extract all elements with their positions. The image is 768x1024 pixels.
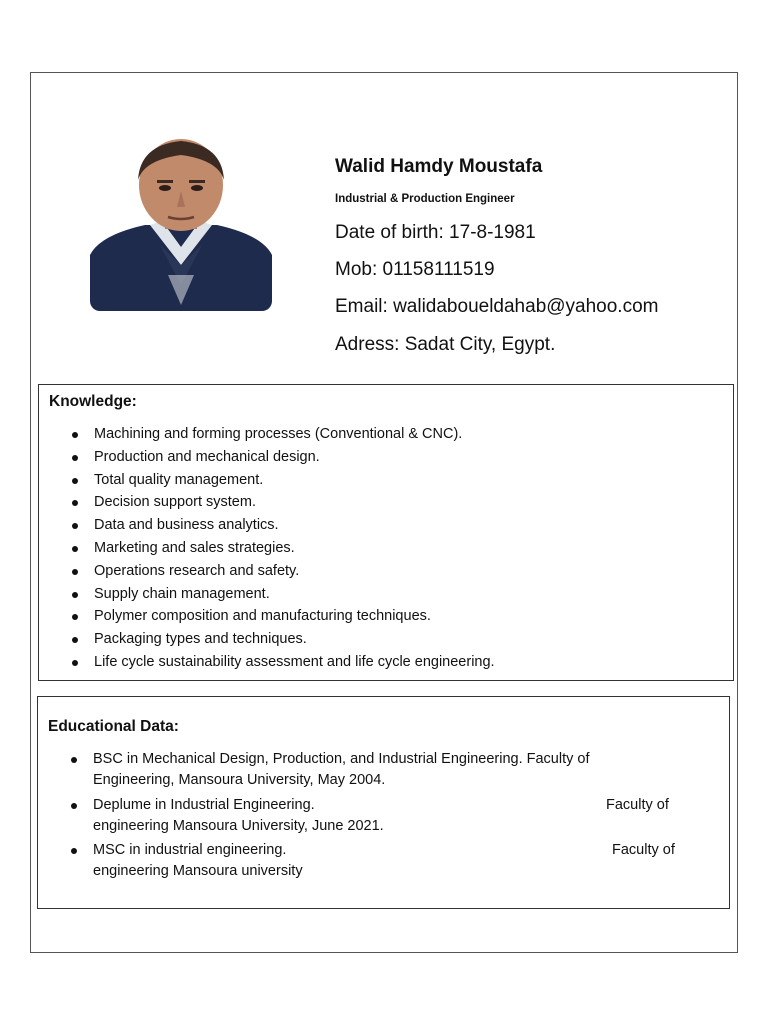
bullet-icon xyxy=(72,592,78,598)
list-item: Total quality management. xyxy=(39,469,495,492)
bullet-icon xyxy=(72,523,78,529)
list-item: Life cycle sustainability assessment and life cycle engineering. xyxy=(39,651,495,674)
list-item: Supply chain management. xyxy=(39,583,495,606)
list-item: Machining and forming processes (Conventional & CNC). xyxy=(39,423,495,446)
job-title: Industrial & Production Engineer xyxy=(335,193,515,205)
mobile-number: Mob: 01158111519 xyxy=(335,259,495,280)
list-item: Packaging types and techniques. xyxy=(39,628,495,651)
knowledge-heading: Knowledge: xyxy=(49,393,137,410)
bullet-icon xyxy=(71,757,77,763)
date-of-birth: Date of birth: 17-8-1981 xyxy=(335,222,536,243)
list-item: Data and business analytics. xyxy=(39,514,495,537)
bullet-icon xyxy=(72,500,78,506)
bullet-icon xyxy=(71,803,77,809)
list-item: Production and mechanical design. xyxy=(39,446,495,469)
bullet-icon xyxy=(72,546,78,552)
candidate-name: Walid Hamdy Moustafa xyxy=(335,156,543,177)
knowledge-list xyxy=(39,423,495,674)
profile-photo xyxy=(90,125,272,311)
list-item: Decision support system. xyxy=(39,491,495,514)
bullet-icon xyxy=(72,478,78,484)
list-item: Polymer composition and manufacturing techniques. xyxy=(39,605,495,628)
list-item: Operations research and safety. xyxy=(39,560,495,583)
bullet-icon xyxy=(72,569,78,575)
bullet-icon xyxy=(71,848,77,854)
bullet-icon xyxy=(72,455,78,461)
education-heading: Educational Data: xyxy=(48,718,179,735)
postal-address: Adress: Sadat City, Egypt. xyxy=(335,334,556,355)
education-section: Educational Data: BSC in Mechanical Design, Production, and Industrial Engineering. Faculty of Engineering, Mansoura University, May 2004. Deplume in Industrial Engineering. Faculty of engineering Mansoura University, June 2021. MSC in industrial engineering. Faculty of engineering Mansoura university xyxy=(37,696,730,909)
bullet-icon xyxy=(72,637,78,643)
bullet-icon xyxy=(72,432,78,438)
list-item: Marketing and sales strategies. xyxy=(39,537,495,560)
bullet-icon xyxy=(72,660,78,666)
knowledge-section xyxy=(38,384,734,681)
portrait-image xyxy=(90,125,272,311)
email-address: Email: walidaboueldahab@yahoo.com xyxy=(335,296,659,317)
bullet-icon xyxy=(72,614,78,620)
